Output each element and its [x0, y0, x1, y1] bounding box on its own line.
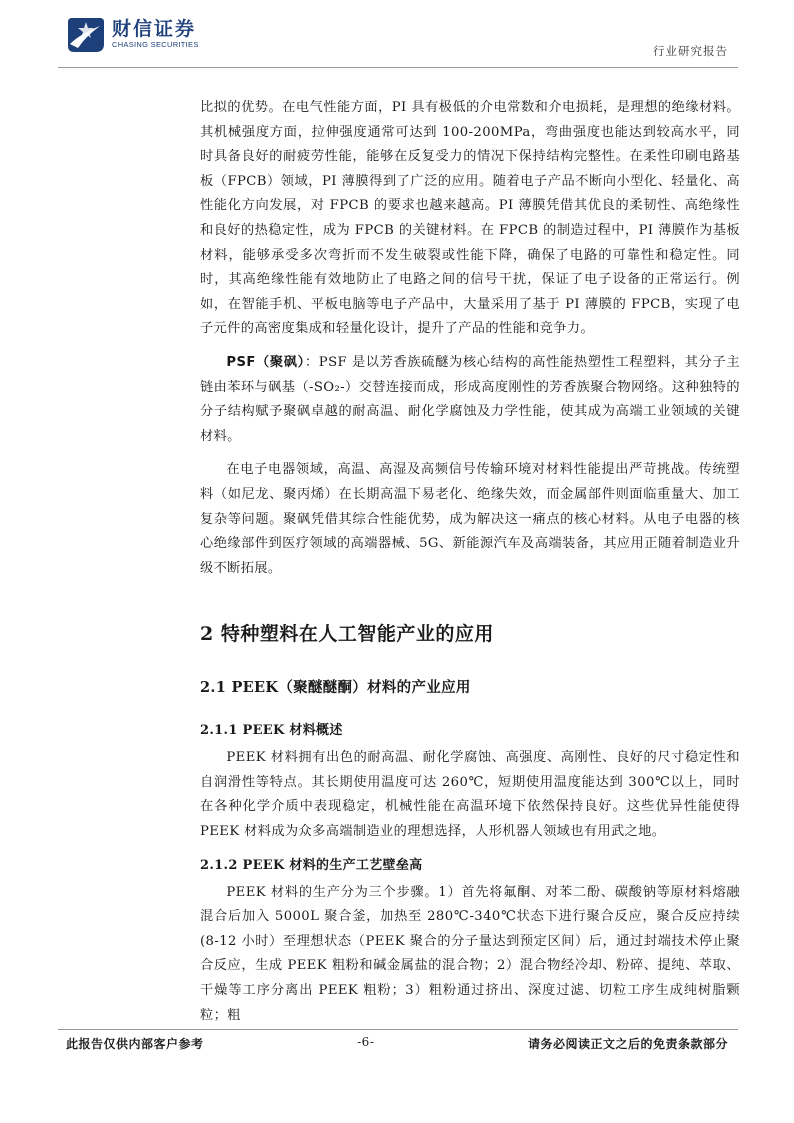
subsection-heading-2-1: 2.1 PEEK（聚醚醚酮）材料的产业应用: [200, 679, 471, 697]
chasing-logo-icon: [66, 14, 106, 54]
footer-disclaimer-left: 此报告仅供内部客户参考: [66, 1037, 204, 1051]
psf-description: ：PSF 是以芳香族硫醚为核心结构的高性能热塑性工程塑料，其分子主链由苯环与砜基（-SO₂-）交替连接而成，形成高度刚性的芳香族聚合物网络。这种独特的分子结构赋予聚砜卓越的耐高温、耐化学腐蚀及力学性能，使其成为高端工业领域的关键材料。: [200, 354, 741, 444]
psf-term-label: PSF（聚砜）: [226, 354, 305, 370]
footer-divider: [58, 1029, 738, 1030]
heading-2-1-1: 2.1.1 PEEK 材料概述: [200, 723, 343, 739]
company-logo: [66, 14, 199, 54]
page-footer: [66, 1035, 728, 1052]
paragraph-electronics: 在电子电器领域，高温、高湿及高频信号传输环境对材料性能提出严苛挑战。传统塑料（如尼龙、聚丙烯）在长期高温下易老化、绝缘失效，而金属部件则面临重量大、加工复杂等问题。聚砜凭借其综合性能优势，成为解决这一痛点的核心材料。从电子电器的核心绝缘部件到医疗领域的高端器械、5G、新能源汽车及高端装备，其应用正随着制造业升级不断拓展。: [200, 462, 740, 576]
heading-2-1-2: 2.1.2 PEEK 材料的生产工艺壁垒高: [200, 857, 423, 873]
paragraph-pi-continued: 比拟的优势。在电气性能方面，PI 具有极低的介电常数和介电损耗，是理想的绝缘材料。其机械强度方面，拉伸强度通常可达到 100-200MPa，弯曲强度也能达到较高水平，同时具备良好的耐疲劳性能，能够在反复受力的情况下保持结构完整性。在柔性印刷电路基板（FPCB）领域，PI 薄膜得到了广泛的应用。随着电子产品不断向小型化、轻量化、高性能化方向发展，对 FPCB 的要求也越来越高。PI 薄膜凭借其优良的柔韧性、高绝缘性和良好的热稳定性，成为 FPCB 的关键材料。在 FPCB 的制造过程中，PI 薄膜作为基板材料，能够承受多次弯折而不发生破裂或性能下降，确保了电路的可靠性和稳定性。同时，其高绝缘性能有效地防止了电路之间的信号干扰，保证了电子设备的正常运行。例如，在智能手机、平板电脑等电子产品中，大量采用了基于 PI 薄膜的 FPCB，实现了电子元件的高密度集成和轻量化设计，提升了产品的性能和竞争力。: [200, 100, 740, 337]
logo-english-name: CHASING SECURITIES: [112, 40, 199, 49]
footer-disclaimer-right: 请务必阅读正文之后的免责条款部分: [527, 1037, 728, 1051]
page-header: [0, 0, 794, 70]
paragraph-psf: [200, 351, 740, 449]
paragraph-peek-process: PEEK 材料的生产分为三个步骤。1）首先将氟酮、对苯二酚、碳酸钠等原材料熔融混合后加入 5000L 聚合釜，加热至 280℃-340℃状态下进行聚合反应，聚合反应持续(8-12 小时）至理想状态（PEEK 聚合的分子量达到预定区间）后，通过封端技术停止聚合反应，生成 PEEK 粗粉和碱金属盐的混合物；2）混合物经冷却、粉碎、提纯、萃取、干燥等工序分离出 PEEK 粗粉；3）粗粉通过挤出、深度过滤、切粒工序生成纯树脂颗粒；粗: [200, 884, 740, 1023]
main-content: [200, 96, 740, 1037]
report-type-label: 行业研究报告: [653, 44, 728, 58]
page-number: -6-: [357, 1035, 375, 1049]
paragraph-peek-overview: PEEK 材料拥有出色的耐高温、耐化学腐蚀、高强度、高刚性、良好的尺寸稳定性和自润滑性等特点。其长期使用温度可达 260℃，短期使用温度能达到 300℃以上，同时在各种化学介质中表现稳定，机械性能在高温环境下依然保持良好。这些优异性能使得 PEEK 材料成为众多高端制造业的理想选择，人形机器人领域也有用武之地。: [200, 750, 740, 840]
logo-chinese-name: 财信证券: [112, 18, 197, 40]
section-heading-2: 2 特种塑料在人工智能产业的应用: [200, 623, 494, 646]
header-divider: [58, 67, 738, 68]
